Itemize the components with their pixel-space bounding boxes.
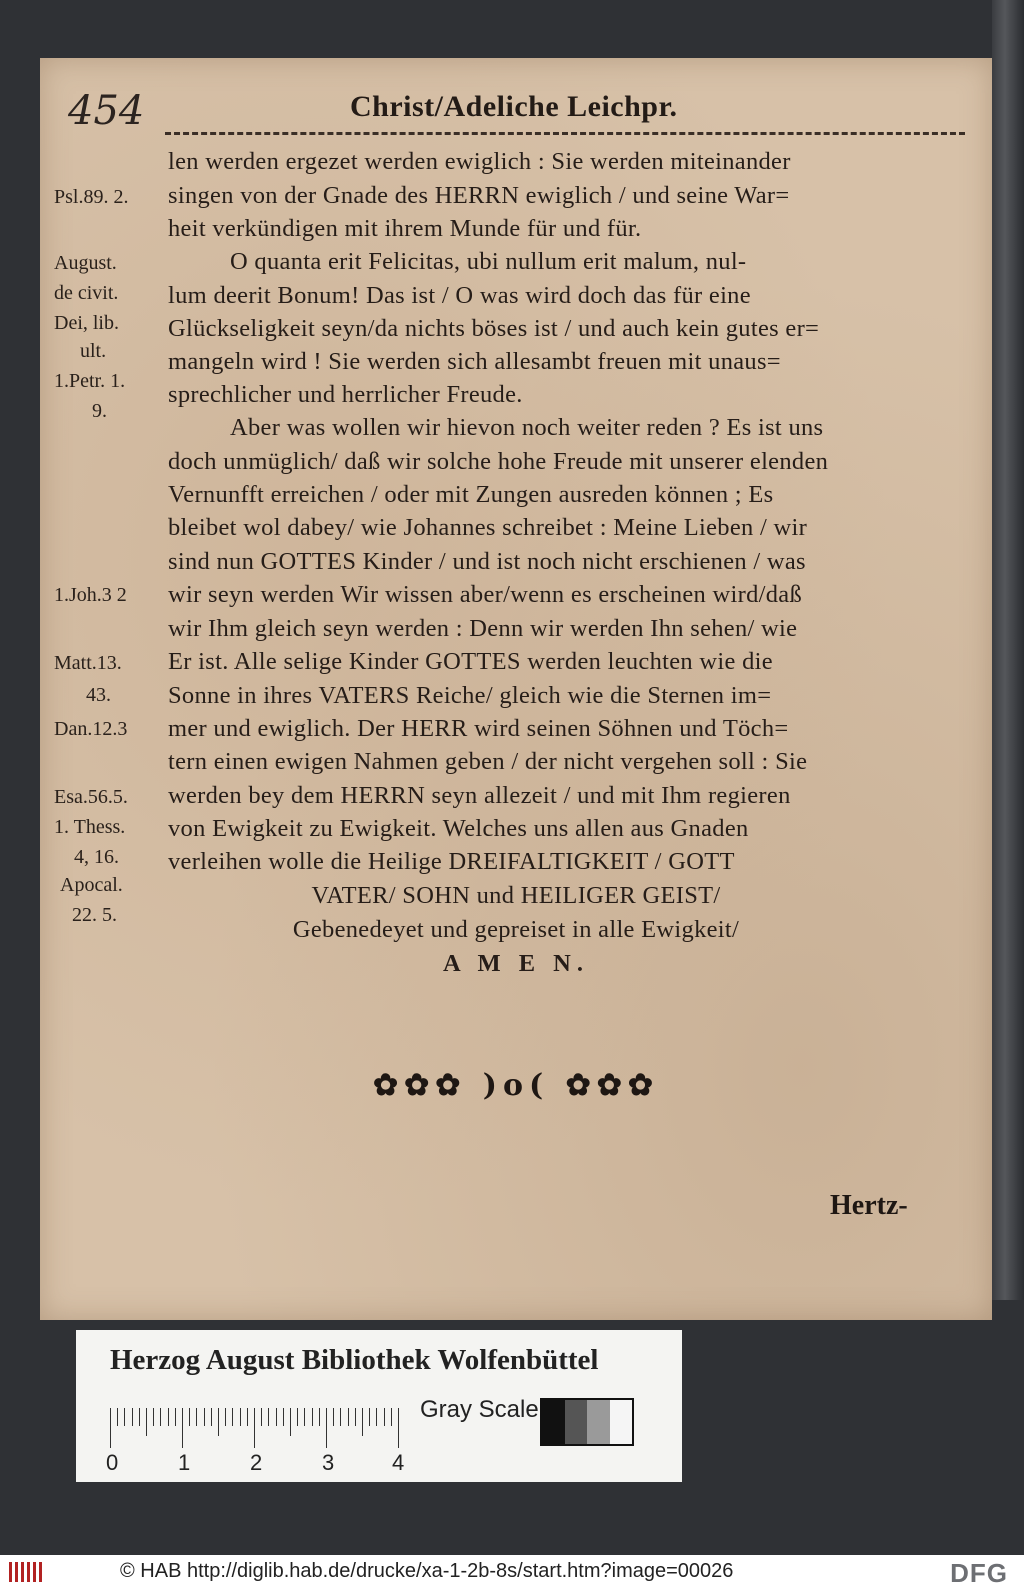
text-line: sprechlicher und herrlicher Freude. xyxy=(168,381,523,408)
gray-scale-label: Gray Scale xyxy=(420,1396,539,1423)
ruler-label: 2 xyxy=(250,1450,263,1475)
closing-line: VATER/ SOHN und HEILIGER GEIST/ xyxy=(311,882,721,909)
ruler-tick xyxy=(254,1408,255,1448)
running-head: Christ/Adeliche Leichpr. xyxy=(350,90,678,123)
ruler-tick xyxy=(189,1408,190,1426)
margin-note: 4, 16. xyxy=(74,846,119,868)
margin-note: Dan.12.3 xyxy=(54,718,128,740)
gray-patch xyxy=(610,1400,633,1444)
ruler-tick xyxy=(175,1408,176,1426)
hab-logo-icon xyxy=(8,1560,44,1584)
margin-note: Esa.56.5. xyxy=(54,786,128,808)
ruler-tick xyxy=(297,1408,298,1426)
ruler-tick xyxy=(247,1408,248,1426)
ruler-tick xyxy=(240,1408,241,1426)
margin-note: Matt.13. xyxy=(54,652,122,674)
catchword: Hertz- xyxy=(830,1190,908,1221)
closing-amen: A M E N. xyxy=(443,950,589,977)
ruler-tick xyxy=(283,1408,284,1426)
book-binding-edge xyxy=(992,0,1024,1300)
ruler-tick xyxy=(211,1408,212,1426)
ruler-tick xyxy=(362,1408,363,1436)
ruler-tick xyxy=(110,1408,111,1448)
ruler-label: 1 xyxy=(178,1450,191,1475)
text-line: wir seyn werden Wir wissen aber/wenn es erscheinen wird/daß xyxy=(168,581,803,608)
text-line: verleihen wolle die Heilige DREIFALTIGKEIT / GOTT xyxy=(168,848,735,875)
ruler-label: 0 xyxy=(106,1450,119,1475)
ruler-tick xyxy=(160,1408,161,1426)
text-line: Glückseligkeit seyn/da nichts böses ist / und auch kein gutes er= xyxy=(168,315,820,342)
text-line: heit verkündigen mit ihrem Munde für und für. xyxy=(168,215,642,242)
library-name: Herzog August Bibliothek Wolfenbüttel xyxy=(110,1344,599,1376)
text-line: mer und ewiglich. Der HERR wird seinen Söhnen und Töch= xyxy=(168,715,789,742)
ruler-tick xyxy=(333,1408,334,1426)
text-line: werden bey dem HERRN seyn allezeit / und mit Ihm regieren xyxy=(168,782,791,809)
margin-note: 22. 5. xyxy=(72,904,117,926)
text-line: bleibet wol dabey/ wie Johannes schreibet : Meine Lieben / wir xyxy=(168,514,808,541)
text-line: doch unmüglich/ daß wir solche hohe Freude mit unserer elenden xyxy=(168,448,829,475)
copyright-url[interactable]: © HAB http://diglib.hab.de/drucke/xa-1-2b-8s/start.htm?image=00026 xyxy=(120,1560,734,1582)
ruler-tick xyxy=(117,1408,118,1426)
text-line: Vernunfft erreichen / oder mit Zungen ausreden können ; Es xyxy=(168,481,774,508)
color-target-card xyxy=(76,1330,682,1482)
ruler-tick xyxy=(168,1408,169,1426)
margin-note: August. xyxy=(54,252,117,274)
ruler-tick xyxy=(326,1408,327,1448)
gray-patch xyxy=(542,1400,565,1444)
text-line: von Ewigkeit zu Ewigkeit. Welches uns allen aus Gnaden xyxy=(168,815,749,842)
margin-note: de civit. xyxy=(54,282,119,304)
text-line: mangeln wird ! Sie werden sich allesambt freuen mit unaus= xyxy=(168,348,781,375)
ruler-tick xyxy=(124,1408,125,1426)
ruler-tick xyxy=(348,1408,349,1426)
ornament-divider: ✿✿✿ )o( ✿✿✿ xyxy=(372,1068,660,1103)
page-number: 454 xyxy=(68,88,145,134)
ruler-tick xyxy=(232,1408,233,1426)
text-line: Aber was wollen wir hievon noch weiter reden ? Es ist uns xyxy=(230,414,824,441)
ruler-tick xyxy=(376,1408,377,1426)
ruler-tick xyxy=(261,1408,262,1426)
margin-note: 43. xyxy=(86,684,111,706)
ruler-label: 3 xyxy=(322,1450,335,1475)
measurement-ruler xyxy=(110,1408,406,1448)
text-line: len werden ergezet werden ewiglich : Sie werden miteinander xyxy=(168,148,791,175)
ruler-tick xyxy=(182,1408,183,1448)
text-line: sind nun GOTTES Kinder / und ist noch nicht erschienen / was xyxy=(168,548,806,575)
gray-patch xyxy=(587,1400,610,1444)
margin-note: 9. xyxy=(92,400,107,422)
ruler-tick xyxy=(204,1408,205,1426)
ruler-tick xyxy=(319,1408,320,1426)
ruler-tick xyxy=(369,1408,370,1426)
closing-line: Gebenedeyet und gepreiset in alle Ewigkeit/ xyxy=(292,916,740,943)
gray-patch xyxy=(565,1400,588,1444)
margin-note: Apocal. xyxy=(60,874,123,896)
text-line: Sonne in ihres VATERS Reiche/ gleich wie die Sternen im= xyxy=(168,682,772,709)
ruler-tick xyxy=(146,1408,147,1436)
margin-note: ult. xyxy=(80,340,107,362)
gray-scale-patches xyxy=(540,1398,634,1446)
ruler-label: 4 xyxy=(392,1450,405,1475)
margin-note: Psl.89. 2. xyxy=(54,186,129,208)
dfg-logo: DFG xyxy=(950,1558,1008,1588)
ruler-tick xyxy=(384,1408,385,1426)
text-line: tern einen ewigen Nahmen geben / der nicht vergehen soll : Sie xyxy=(168,748,808,775)
book-page xyxy=(40,58,992,1320)
text-line: singen von der Gnade des HERRN ewiglich / und seine War= xyxy=(168,182,790,209)
ruler-tick xyxy=(398,1408,399,1448)
ruler-tick xyxy=(139,1408,140,1426)
ruler-tick xyxy=(355,1408,356,1426)
footer-bar xyxy=(0,1555,1024,1590)
margin-note: 1.Petr. 1. xyxy=(54,370,126,392)
ruler-tick xyxy=(132,1408,133,1426)
ruler-tick xyxy=(218,1408,219,1436)
text-line: Er ist. Alle selige Kinder GOTTES werden leuchten wie die xyxy=(168,648,773,675)
ruler-tick xyxy=(304,1408,305,1426)
text-line: lum deerit Bonum! Das ist / O was wird doch das für eine xyxy=(168,282,751,309)
ruler-tick xyxy=(312,1408,313,1426)
head-rule xyxy=(165,132,965,135)
text-line: wir Ihm gleich seyn werden : Denn wir werden Ihn sehen/ wie xyxy=(168,615,798,642)
ruler-tick xyxy=(268,1408,269,1426)
text-line: O quanta erit Felicitas, ubi nullum erit malum, nul- xyxy=(230,248,747,275)
ruler-tick xyxy=(290,1408,291,1436)
ruler-tick xyxy=(225,1408,226,1426)
ruler-tick xyxy=(391,1408,392,1426)
margin-note: 1. Thess. xyxy=(54,816,126,838)
margin-note: 1.Joh.3 2 xyxy=(54,584,127,606)
ruler-tick xyxy=(153,1408,154,1426)
ruler-tick xyxy=(340,1408,341,1426)
ruler-tick xyxy=(196,1408,197,1426)
ruler-tick xyxy=(276,1408,277,1426)
margin-note: Dei, lib. xyxy=(54,312,119,334)
